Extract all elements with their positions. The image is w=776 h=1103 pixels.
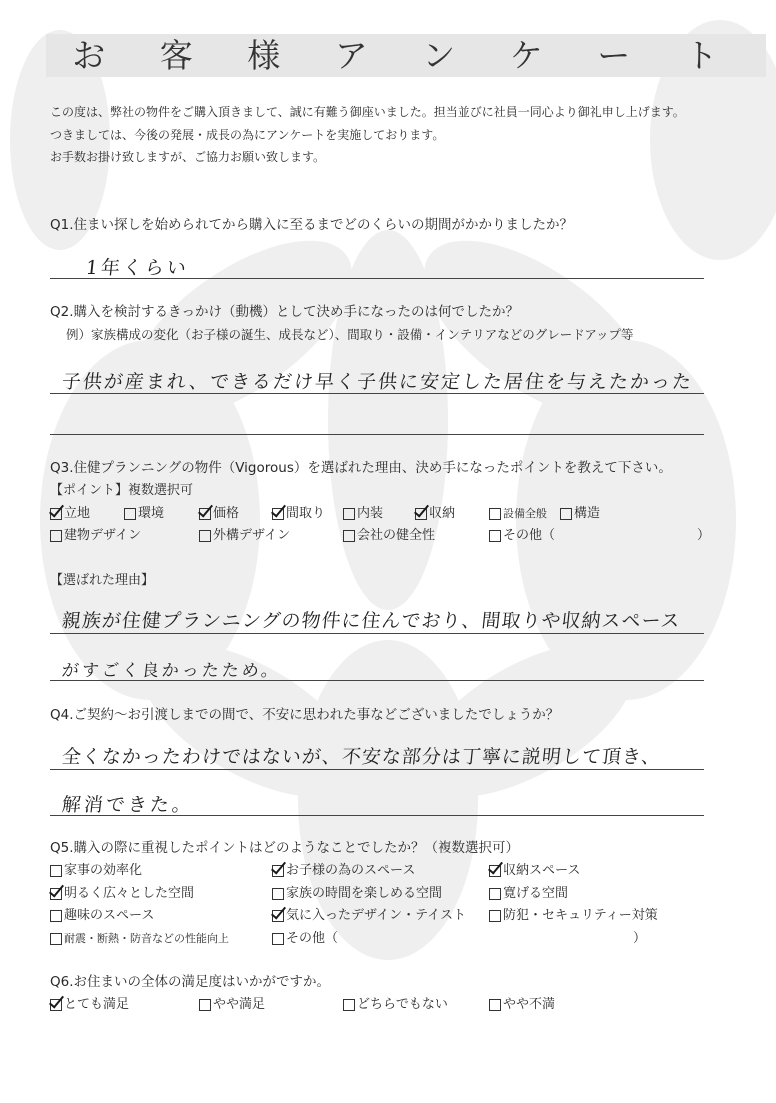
q5-option-storage-space[interactable]: 収納スペース: [489, 863, 580, 879]
q2-question: Q2.購入を検討するきっかけ（動機）として決め手になったのは何でしたか？: [50, 304, 520, 320]
q5-option-design-taste[interactable]: 気に入ったデザイン・テイスト: [272, 908, 466, 924]
q3-option-floor-plan[interactable]: 間取り: [272, 506, 325, 522]
checkbox[interactable]: [50, 933, 62, 945]
q3-option-equipment[interactable]: 設備全般: [489, 506, 547, 522]
q5-option-security[interactable]: 防犯・セキュリティー対策: [489, 908, 658, 924]
checkbox[interactable]: [415, 508, 427, 520]
checkbox[interactable]: [50, 999, 62, 1011]
q4-answer-line-2: 解消できた。: [60, 794, 196, 816]
checkbox[interactable]: [489, 530, 501, 542]
q3-question: Q3.住健プランニングの物件（Vigorous）を選ばれた理由、決め手になったポイントを教えて下さい。: [50, 460, 672, 476]
q5-question: Q5.購入の際に重視したポイントはどのようなことでしたか？（複数選択可）: [50, 840, 520, 856]
q6-option-neutral[interactable]: どちらでもない: [343, 997, 448, 1013]
checkbox[interactable]: [489, 888, 501, 900]
checkbox[interactable]: [50, 530, 62, 542]
checkbox[interactable]: [124, 508, 136, 520]
q5-other-close: ）: [633, 931, 647, 946]
intro-line-1: この度は、弊社の物件をご購入頂きまして、誠に有難う御座いました。担当並びに社員一同心より御礼申し上げます。: [50, 105, 685, 119]
q3-option-price[interactable]: 価格: [199, 506, 239, 522]
q3-option-exterior-design[interactable]: 外構デザイン: [199, 528, 290, 544]
q5-option-other[interactable]: その他（: [272, 931, 338, 947]
q4-question: Q4.ご契約～お引渡しまでの間で、不安に思われた事などございましたでしょうか？: [50, 707, 560, 723]
checkbox[interactable]: [560, 508, 572, 520]
q5-option-bright-space[interactable]: 明るく広々とした空間: [50, 886, 194, 902]
q6-option-somewhat-dissatisfied[interactable]: やや不満: [489, 997, 555, 1013]
checkbox[interactable]: [489, 910, 501, 922]
checkbox[interactable]: [489, 508, 501, 520]
q5-option-kids-space[interactable]: お子様の為のスペース: [272, 863, 415, 879]
q5-option-relax-space[interactable]: 寛げる空間: [489, 886, 568, 902]
q5-option-housework[interactable]: 家事の効率化: [50, 863, 142, 879]
q6-option-very-satisfied[interactable]: とても満足: [50, 997, 129, 1013]
checkbox[interactable]: [199, 999, 211, 1011]
intro-line-3: お手数お掛け致しますが、ご協力お願い致します。: [50, 150, 326, 164]
q2-answer: 子供が産まれ、できるだけ早く子供に安定した居住を与えたかった: [60, 371, 695, 393]
q3-reason-line-1: 親族が住健プランニングの物件に住んでおり、間取りや収納スペース: [60, 610, 682, 632]
q2-example: 例）家族構成の変化（お子様の誕生、成長など）、間取り・設備・インテリアなどのグレードアップ等: [66, 327, 634, 342]
q3-other-close: ）: [697, 528, 711, 543]
q3-option-building-design[interactable]: 建物デザイン: [50, 528, 141, 544]
checkbox[interactable]: [50, 910, 62, 922]
q3-option-structure[interactable]: 構造: [560, 506, 600, 522]
checkbox[interactable]: [199, 508, 211, 520]
page-title: お 客 様 ア ン ケ ー ト: [72, 36, 740, 75]
q1-question: Q1.住まい探しを始められてから購入に至るまでどのくらいの期間がかかりましたか？: [50, 217, 574, 233]
q5-option-performance[interactable]: 耐震・断熱・防音などの性能向上: [50, 931, 229, 947]
q3-option-other[interactable]: その他（: [489, 528, 555, 544]
intro-line-2: つきましては、今後の発展・成長の為にアンケートを実施しております。: [50, 128, 445, 142]
q3-reason-line-2: がすごく良かったため。: [60, 661, 283, 681]
q1-answer-line: [50, 278, 704, 279]
q3-option-storage[interactable]: 収納: [415, 506, 455, 522]
q3-option-location[interactable]: 立地: [50, 506, 90, 522]
q3-reason-label: 【選ばれた理由】: [50, 573, 155, 588]
q4-answer-line-1: 全くなかったわけではないが、不安な部分は丁寧に説明して頂き、: [60, 746, 663, 768]
q5-option-hobby-space[interactable]: 趣味のスペース: [50, 908, 154, 924]
q3-points-label: 【ポイント】複数選択可: [50, 483, 194, 498]
q1-answer: 1年くらい: [84, 257, 191, 279]
checkbox[interactable]: [50, 508, 62, 520]
q6-option-somewhat-satisfied[interactable]: やや満足: [199, 997, 265, 1013]
checkbox[interactable]: [489, 999, 501, 1011]
checkbox[interactable]: [272, 508, 284, 520]
checkbox[interactable]: [343, 999, 355, 1011]
q3-option-interior[interactable]: 内装: [343, 506, 383, 522]
q3-option-company-soundness[interactable]: 会社の健全性: [343, 528, 435, 544]
q2-answer-line-1: [50, 393, 704, 394]
checkbox[interactable]: [343, 508, 355, 520]
q3-reason-rule-1: [50, 633, 704, 634]
q2-answer-line-2: [50, 434, 704, 435]
q4-answer-rule-1: [50, 769, 704, 770]
q3-option-environment[interactable]: 環境: [124, 506, 164, 522]
checkbox[interactable]: [50, 865, 62, 877]
checkbox[interactable]: [272, 865, 284, 877]
checkbox[interactable]: [199, 530, 211, 542]
q4-answer-rule-2: [50, 815, 704, 816]
checkbox[interactable]: [272, 933, 284, 945]
checkbox[interactable]: [272, 910, 284, 922]
checkbox[interactable]: [50, 888, 62, 900]
checkbox[interactable]: [489, 865, 501, 877]
q5-option-family-time[interactable]: 家族の時間を楽しめる空間: [272, 886, 442, 902]
q3-reason-rule-2: [50, 680, 704, 681]
checkbox[interactable]: [272, 888, 284, 900]
q6-question: Q6.お住まいの全体の満足度はいかがですか。: [50, 974, 331, 990]
checkbox[interactable]: [343, 530, 355, 542]
